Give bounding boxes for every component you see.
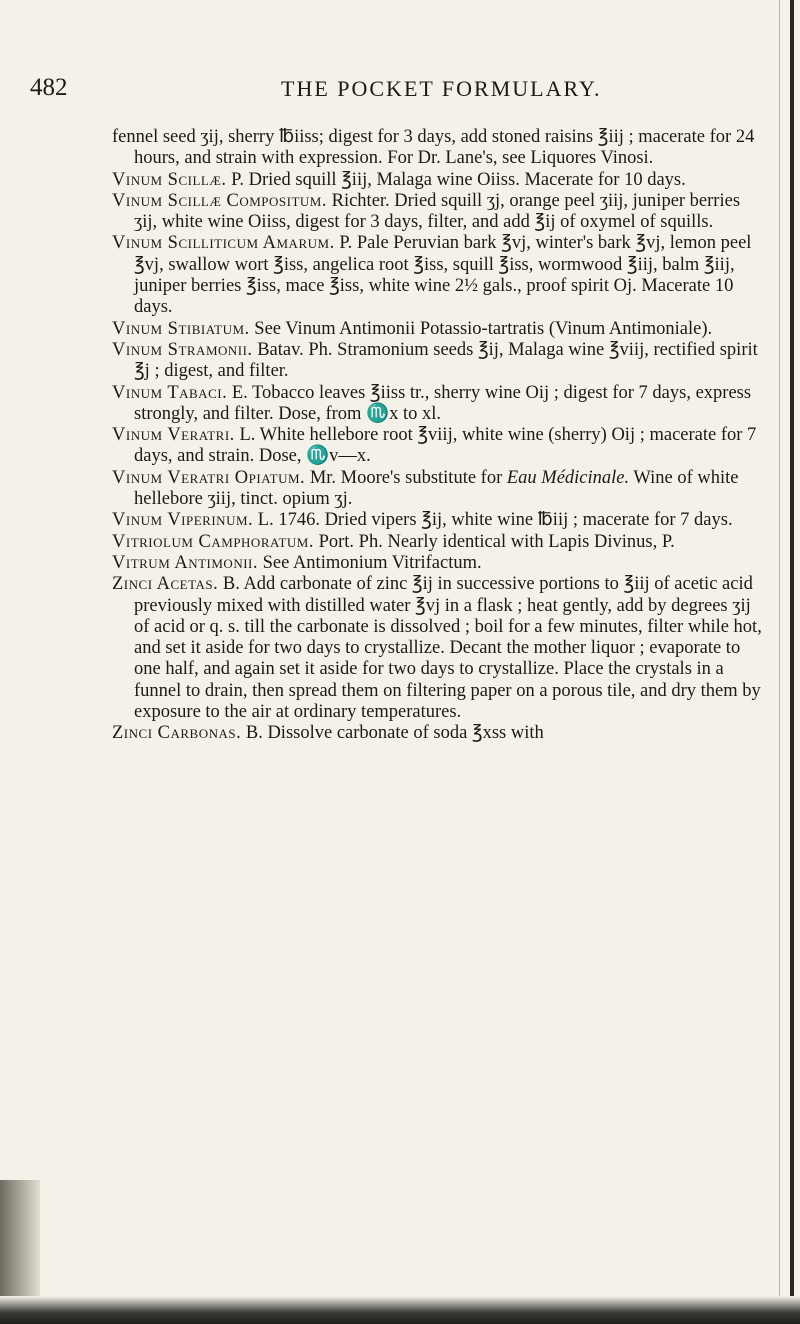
entry-heading: Vinum Veratri Opiatum. [112,467,306,488]
entry-heading: Vitrum Antimonii. [112,552,258,573]
scan-shadow [0,1180,40,1300]
entry-vitriolum-camphoratum: Vitriolum Camphoratum. Port. Ph. Nearly identical with Lapis Divinus, P. [112,531,675,552]
entry-vinum-veratri: Vinum Veratri. L. White hellebore root ℥viij, white wine (sherry) Oij ; macerate for 7 days, and strain. Dose, ♏v—x. [112,425,757,467]
entry-zinci-acetas: Zinci Acetas. B. Add carbonate of zinc ℥ij in successive portions to ℥iij of acetic acid previously mixed with distilled water ℥vj in a flask ; heat gently, add by degrees ʒij of acid or q. s. till the carbonate is dissolved ; boil for a few minutes, filter while hot, and set it aside for two days to crystallize. Decant the mother liquor ; evaporate to one half, and again set it aside for two days to crystallize. Place the crystals in a funnel to drain, then spread them on filtering paper on a porous tile, and dry them by exposure to the air at ordinary temperatures. [112,574,762,723]
entry-vinum-scilliticum-amarum: Vinum Scilliticum Amarum. P. Pale Peruvian bark ℥vj, winter's bark ℥vj, lemon peel ℥vj, swallow wort ℥iss, angelica root ℥iss, squill ℥iss, wormwood ℥iij, balm ℥iij, juniper berries ℥iss, mace ℥iss, white wine 2½ gals., proof spirit Oj. Macerate 10 days. [112,233,752,318]
page-header [26,70,746,104]
entry-heading: Vinum Tabaci. [112,382,228,403]
entry-heading: Zinci Carbonas. [112,723,242,744]
entry-vinum-scillae-compositum: Vinum Scillæ Compositum. Richter. Dried squill ʒj, orange peel ʒiij, juniper berries ʒij, white wine Oiiss, digest for 3 days, filter, and add ℥ij of oxymel of squills. [112,190,741,233]
book-edge [790,0,794,1324]
entry-heading: Vinum Viperinum. [112,510,254,531]
entry-vinum-scillae: Vinum Scillæ. P. Dried squill ℥iij, Malaga wine Oiiss. Macerate for 10 days. [112,169,686,190]
scan-bottom-edge [0,1296,800,1324]
entry-heading: Vinum Scilliticum Amarum. [112,233,335,254]
entry-heading: Vinum Stramonii. [112,339,253,360]
formulary-text [112,127,762,745]
entry-heading: Vitriolum Camphoratum. [112,531,314,552]
entry-zinci-carbonas: Zinci Carbonas. B. Dissolve carbonate of soda ℥xss with [112,723,544,744]
entry-continuation: fennel seed ʒij, sherry ℔iiss; digest for 3 days, add stoned raisins ℥iij ; macerate for 24 hours, and strain with expression. For Dr. Lane's, see Liquores Vinosi. [112,127,755,169]
entry-heading: Vinum Scillæ Compositum. [112,190,327,211]
entry-vinum-stramonii: Vinum Stramonii. Batav. Ph. Stramonium seeds ℥ij, Malaga wine ℥viij, rectified spirit ℥j ; digest, and filter. [112,339,758,382]
page-edge-line [779,0,780,1324]
page-number: 482 [30,74,68,101]
entry-vinum-veratri-opiatum: Vinum Veratri Opiatum. Mr. Moore's substitute for Eau Médicinale. Wine of white hellebore ʒiij, tinct. opium ʒj. [112,467,739,510]
running-title: THE POCKET FORMULARY. [281,76,602,101]
entry-vinum-stibiatum: Vinum Stibiatum. See Vinum Antimonii Potassio-tartratis (Vinum Antimoniale). [112,318,713,339]
entry-vinum-viperinum: Vinum Viperinum. L. 1746. Dried vipers ℥ij, white wine ℔iij ; macerate for 7 days. [112,510,733,531]
entry-vitrum-antimonii: Vitrum Antimonii. See Antimonium Vitrifactum. [112,552,482,573]
entry-heading: Vinum Veratri. [112,425,235,446]
entry-heading: Vinum Scillæ. [112,169,227,190]
entry-vinum-tabaci: Vinum Tabaci. E. Tobacco leaves ℥iiss tr., sherry wine Oij ; digest for 7 days, express strongly, and filter. Dose, from ♏x to xl. [112,382,752,424]
entry-heading: Vinum Stibiatum. [112,318,250,339]
italic-term: Eau Médicinale. [506,467,630,488]
entry-heading: Zinci Acetas. [112,574,219,595]
